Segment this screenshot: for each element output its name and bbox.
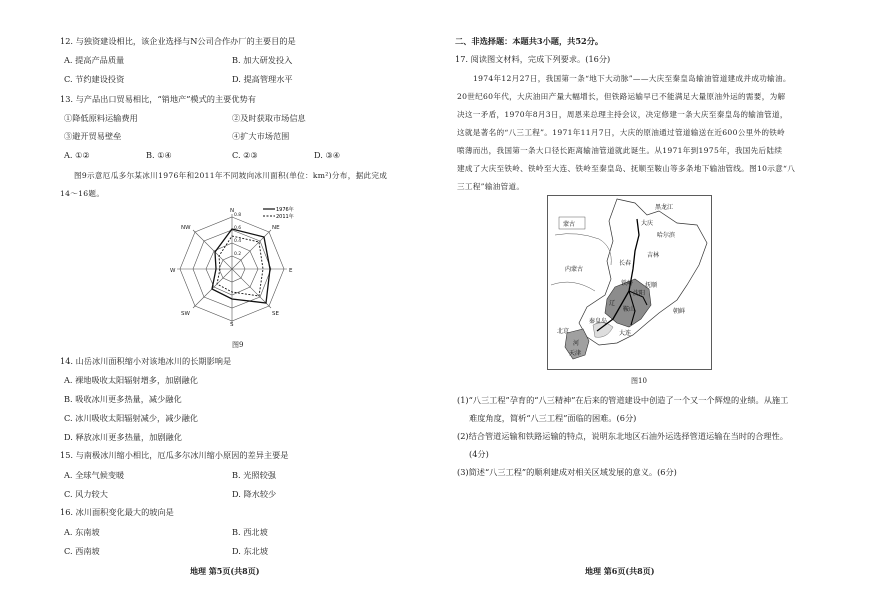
q12-option-a: A. 提高产品质量 (64, 55, 125, 65)
right-page (435, 0, 870, 599)
dir-w: W (170, 268, 176, 274)
ring-label-3: 0.6 (234, 226, 242, 231)
section-heading: 二、非选择题：本题共3小题，共52分。 (455, 36, 604, 46)
label-korea: 朝鲜 (673, 308, 686, 315)
q13-option-c: C. ②③ (232, 150, 258, 160)
legend-2011: 2011年 (276, 214, 294, 220)
label-shenyang: 沈阳 (633, 290, 646, 297)
fig10-map (547, 195, 712, 370)
dir-ne: NE (272, 225, 280, 231)
q17-stem: 17. 阅读图文材料，完成下列要求。(16分) (455, 54, 611, 64)
material-line-2: 20世纪60年代，大庆油田产量大幅增长，但铁路运输早已不能满足大量原油外运的需要，为解 (457, 92, 786, 101)
dir-e: E (289, 268, 293, 274)
dir-n: N (230, 208, 235, 214)
q15-option-b: B. 光照较强 (232, 470, 276, 480)
q17-sub1-line2: 难度角度，简析“八三工程”面临的困难。(6分) (469, 413, 637, 423)
label-inner-mongolia: 内蒙古 (565, 266, 584, 273)
fig9-radar-chart (168, 205, 308, 327)
legend-1976: 1976年 (276, 207, 294, 213)
dir-sw: SW (181, 311, 190, 317)
label-tieling: 铁岭 (621, 280, 634, 287)
dir-s: S (230, 322, 234, 327)
label-tianjin: 天津 (569, 350, 582, 357)
q14-option-b: B. 吸收冰川更多热量，减少融化 (64, 394, 182, 404)
ring-label-4: 0.8 (234, 213, 242, 218)
label-liao: 辽 (609, 300, 616, 307)
label-changchun: 长春 (619, 260, 632, 267)
q17-sub2-line2: (4分) (469, 449, 489, 459)
q16-option-c: C. 西南坡 (64, 546, 100, 556)
q12-option-c: C. 节约建设投资 (64, 74, 125, 84)
q12-stem: 12. 与独资建设相比，该企业选择与N公司合作办厂的主要目的是 (60, 36, 296, 46)
q13-item-1: ①降低原料运输费用 (64, 113, 138, 123)
q16-option-a: A. 东南坡 (64, 527, 100, 537)
label-jilin: 吉林 (647, 252, 660, 259)
q14-stem: 14. 山岳冰川面积缩小对该地冰川的长期影响是 (60, 356, 232, 366)
q17-sub1-line1: (1)“八三工程”孕育的“八三精神”在后来的管道建设中创造了一个又一个辉煌的业绩。从施工 (457, 395, 789, 405)
fig9-intro-line2: 14～16题。 (60, 189, 105, 198)
label-daqing: 大庆 (641, 220, 654, 227)
q13-item-2: ②及时获取市场信息 (232, 113, 306, 123)
q15-option-c: C. 风力较大 (64, 489, 108, 499)
label-qinhuangdao: 秦皇岛 (589, 318, 608, 325)
label-anshan: 鞍山 (623, 306, 636, 313)
q16-stem: 16. 冰川面积变化最大的坡向是 (60, 507, 174, 517)
q17-sub3: (3)简述“八三工程”的顺利建成对相关区域发展的意义。(6分) (457, 467, 677, 477)
fig9-legend (263, 206, 294, 220)
label-fushun: 抚顺 (645, 282, 658, 289)
q13-option-d: D. ③④ (314, 150, 341, 160)
right-footer: 地理 第6页(共8页) (585, 566, 655, 576)
fig9-caption: 图9 (232, 341, 244, 349)
label-dalian: 大连 (619, 330, 632, 337)
material-line-5: 喷薄而出，我国第一条大口径长距离输油管道就此诞生。从1971年到1975年，我国先后陆续 (457, 146, 783, 155)
q14-option-d: D. 释放冰川更多热量，加剧融化 (64, 432, 182, 442)
label-mongolia: 蒙古 (563, 221, 576, 228)
q14-option-c: C. 冰川吸收太阳辐射减少，减少融化 (64, 413, 198, 423)
material-line-7: 三工程”输油管道。 (457, 182, 525, 191)
fig9-intro-line1: 图9示意厄瓜多尔某冰川1976年和2011年不同坡向冰川面积(单位：km²)分布，据此完成 (74, 171, 388, 180)
q15-stem: 15. 与南极冰川缩小相比，厄瓜多尔冰川缩小原因的差异主要是 (60, 450, 289, 460)
q16-option-d: D. 东北坡 (232, 546, 269, 556)
q15-option-d: D. 降水较少 (232, 489, 277, 499)
material-line-4: 这就是著名的“八三工程”。1971年11月7日，大庆的原油通过管道输送在近600公里外的铁岭 (457, 128, 786, 137)
q15-option-a: A. 全球气候变暖 (64, 470, 125, 480)
q14-option-a: A. 裸地吸收太阳辐射增多，加剧融化 (64, 375, 198, 385)
q13-stem: 13. 与产品出口贸易相比，“销地产”模式的主要优势有 (60, 94, 256, 104)
q13-option-b: B. ①④ (146, 150, 172, 160)
material-line-1: 1974年12月27日，我国第一条“地下大动脉”——大庆至秦皇岛输油管道建成并成功输油。 (473, 74, 791, 83)
fig10-caption: 图10 (631, 377, 647, 385)
dir-nw: NW (181, 225, 191, 231)
material-line-6: 建成了大庆至铁岭、铁岭至大连、铁岭至秦皇岛、抚顺至鞍山等多条地下输油管线。图10示意“八 (457, 164, 796, 173)
ring-label-1: 0.2 (234, 252, 242, 257)
label-harbin: 哈尔滨 (657, 232, 676, 239)
q13-item-3: ③避开贸易壁垒 (64, 131, 122, 141)
q12-option-b: B. 加大研发投入 (232, 55, 293, 65)
q13-option-a: A. ①② (64, 150, 90, 160)
label-beijing: 北京 (557, 328, 570, 335)
label-heilongjiang: 黑龙江 (655, 204, 674, 211)
dir-se: SE (272, 311, 279, 317)
left-footer: 地理 第5页(共8页) (190, 566, 260, 576)
label-he: 河 (573, 340, 580, 347)
q16-option-b: B. 西北坡 (232, 527, 268, 537)
q13-item-4: ④扩大市场范围 (232, 131, 290, 141)
q17-sub2-line1: (2)结合管道运输和铁路运输的特点，说明东北地区石油外运选择管道运输在当时的合理性。 (457, 431, 788, 441)
q12-option-d: D. 提高管理水平 (232, 74, 293, 84)
material-line-3: 决这一矛盾，1970年8月3日，周恩来总理主持会议，决定修建一条大庆至秦皇岛的输油管道， (457, 110, 788, 119)
ring-label-2: 0.4 (234, 239, 242, 244)
